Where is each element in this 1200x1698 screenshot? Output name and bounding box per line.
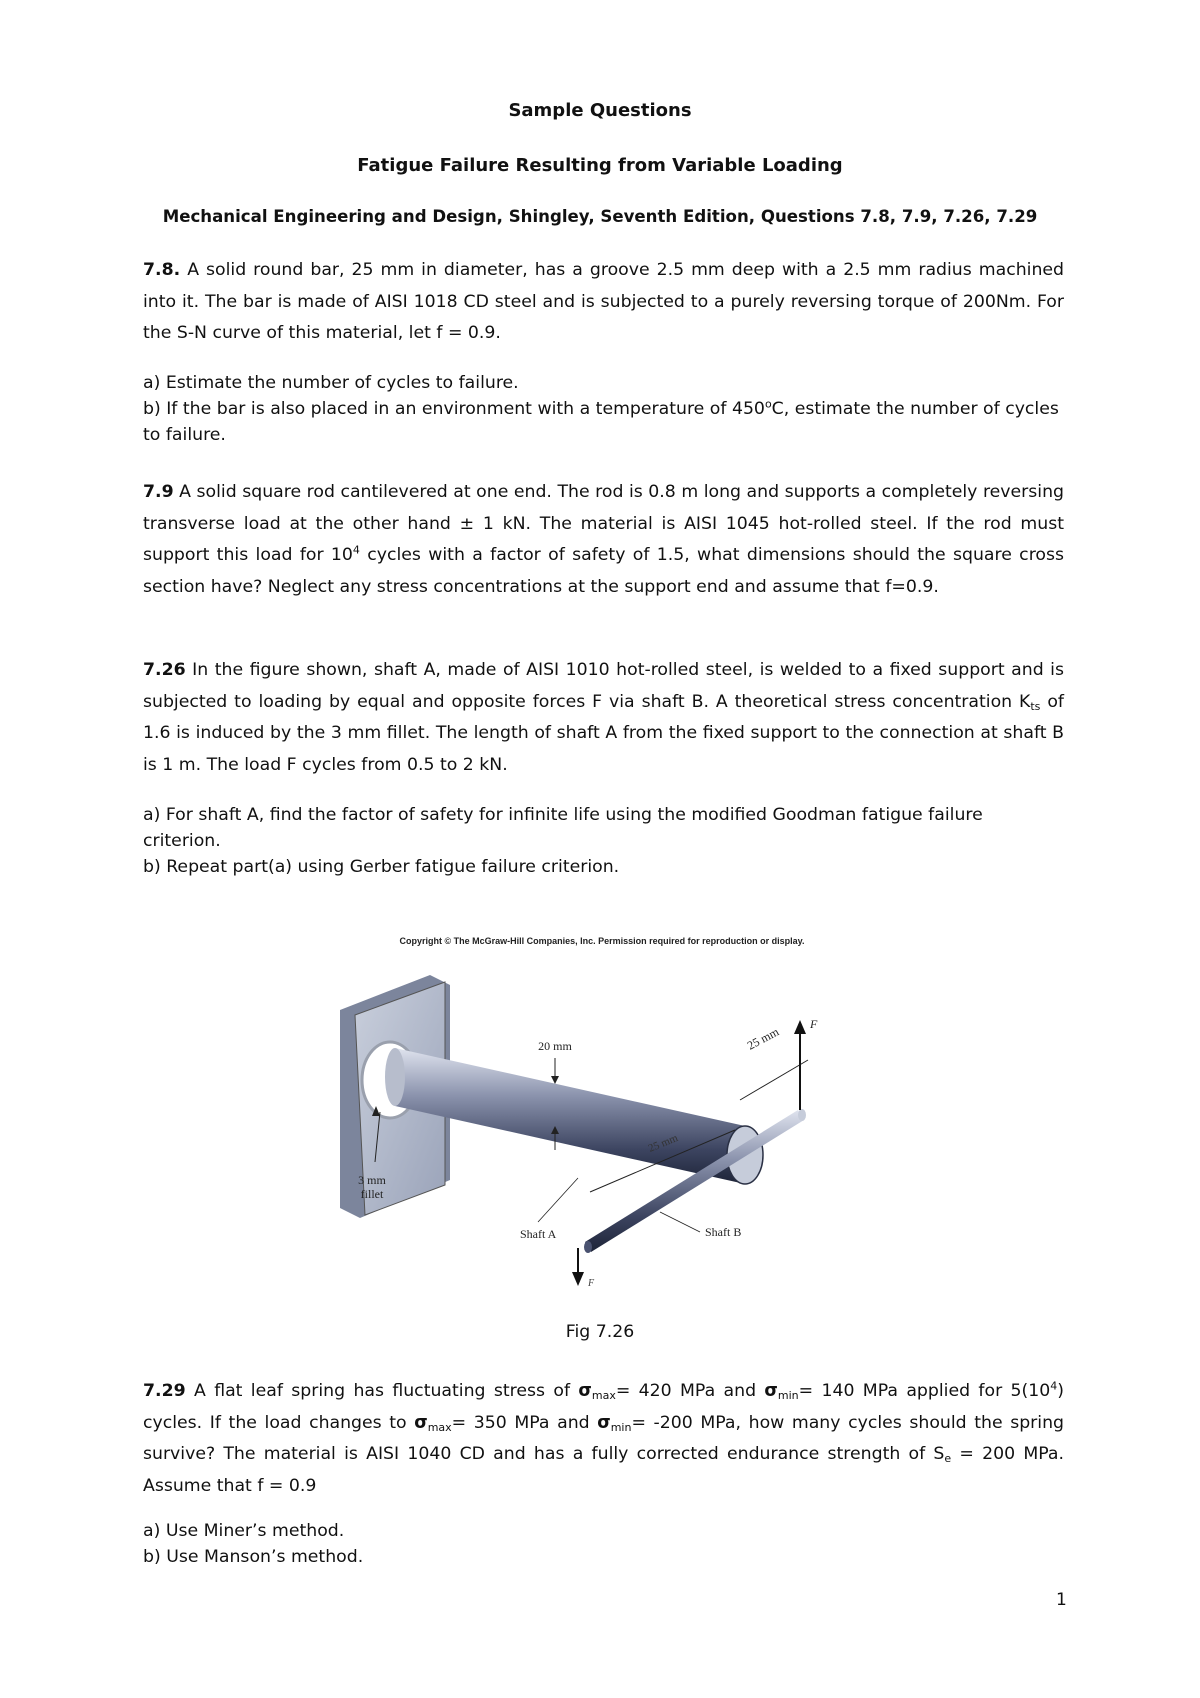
page-title: Sample Questions bbox=[508, 100, 692, 121]
question-number: 7.29 bbox=[143, 1381, 186, 1401]
label-f-bottom: F bbox=[588, 1278, 595, 1289]
question-7-26: 7.26 In the figure shown, shaft A, made of AISI 1010 hot-rolled steel, is welded to a fixed support and is subjected to loading by equal and opposite forces F via shaft B. A theoretical stress concentration $K_{ts}$ of 1.6 is induced by the 3 mm fillet. The length of shaft A from the fixed support to the connection at shaft B is 1 m. The load F cycles from 0.5 to 2 kN. bbox=[143, 660, 1064, 775]
part-b: b) If the bar is also placed in an environment with a temperature of 450$^o$C, estimate the number of cycles to failure. bbox=[143, 397, 1059, 445]
label-fillet: fillet bbox=[360, 1187, 384, 1201]
question-7-26-parts bbox=[143, 802, 1064, 880]
degree-symbol: o bbox=[764, 397, 772, 411]
figure-copyright: Copyright © The McGraw-Hill Companies, Inc. Permission required for reproduction or display. bbox=[399, 936, 805, 946]
source-reference: Mechanical Engineering and Design, Shingley, Seventh Edition, Questions 7.8, 7.9, 7.26, 7.29 bbox=[162, 207, 1038, 226]
label-shaft-a: Shaft A bbox=[520, 1227, 557, 1241]
part-b: b) Use Manson’s method. bbox=[143, 1547, 364, 1567]
question-7-9: 7.9 A solid square rod cantilevered at one end. The rod is 0.8 m long and supports a completely reversing transverse load at the other hand ± 1 kN. The material is AISI 1045 hot-rolled steel. If the rod must support this load for $10^4$ cycles with a factor of safety of 1.5, what dimensions should the square cross section have? Neglect any stress concentrations at the support end and assume that f=0.9. bbox=[143, 482, 1064, 597]
label-length: 25 mm bbox=[646, 1132, 680, 1155]
question-number: 7.26 bbox=[143, 660, 186, 680]
label-shaft-b: Shaft B bbox=[705, 1225, 742, 1239]
part-a: a) Use Miner’s method. bbox=[143, 1521, 345, 1541]
part-b: b) Repeat part(a) using Gerber fatigue failure criterion. bbox=[143, 857, 620, 877]
label-f-top: F bbox=[810, 1017, 818, 1031]
question-text: A solid round bar, 25 mm in diameter, has a groove 2.5 mm deep with a 2.5 mm radius machined into it. The bar is made of AISI 1018 CD steel and is subjected to a purely reversing torque of 200Nm. For the S-N curve of this material, let f = 0.9. bbox=[143, 260, 1065, 343]
question-7-29: 7.29 A flat leaf spring has fluctuating stress of $\sigma_{max}= 420$ MPa and $\sigma_{min}= 140$ MPa applied for $5(10^4)$ cycles. If the load changes to $\sigma_{max}= 350$ MPa and $\sigma_{min}= -200$ MPa, how many cycles should the spring survive? The material is AISI 1040 CD and has a fully corrected endurance strength of $S_e = 200$ MPa. Assume that f = 0.9 bbox=[143, 1379, 1065, 1496]
figure-caption: Fig 7.26 bbox=[565, 1322, 635, 1342]
question-number: 7.9 bbox=[143, 482, 174, 502]
question-7-8 bbox=[143, 255, 1064, 350]
part-a: a) For shaft A, find the factor of safety for infinite life using the modified Goodman fatigue failure criterion. bbox=[143, 805, 983, 851]
question-7-8-parts bbox=[143, 370, 1064, 448]
page-number: 1 bbox=[1056, 1590, 1067, 1610]
label-25mm: 25 mm bbox=[744, 1024, 782, 1053]
label-fillet-size: 3 mm bbox=[358, 1173, 386, 1187]
exponent: 4 bbox=[352, 543, 360, 557]
shaft-figure bbox=[320, 930, 880, 1290]
page-subtitle: Fatigue Failure Resulting from Variable Loading bbox=[357, 155, 843, 176]
part-a: a) Estimate the number of cycles to failure. bbox=[143, 373, 519, 393]
subscript: ts bbox=[1030, 699, 1041, 713]
question-7-29-parts bbox=[143, 1518, 1064, 1570]
question-number: 7.8. bbox=[143, 260, 181, 280]
label-20mm: 20 mm bbox=[538, 1039, 572, 1053]
